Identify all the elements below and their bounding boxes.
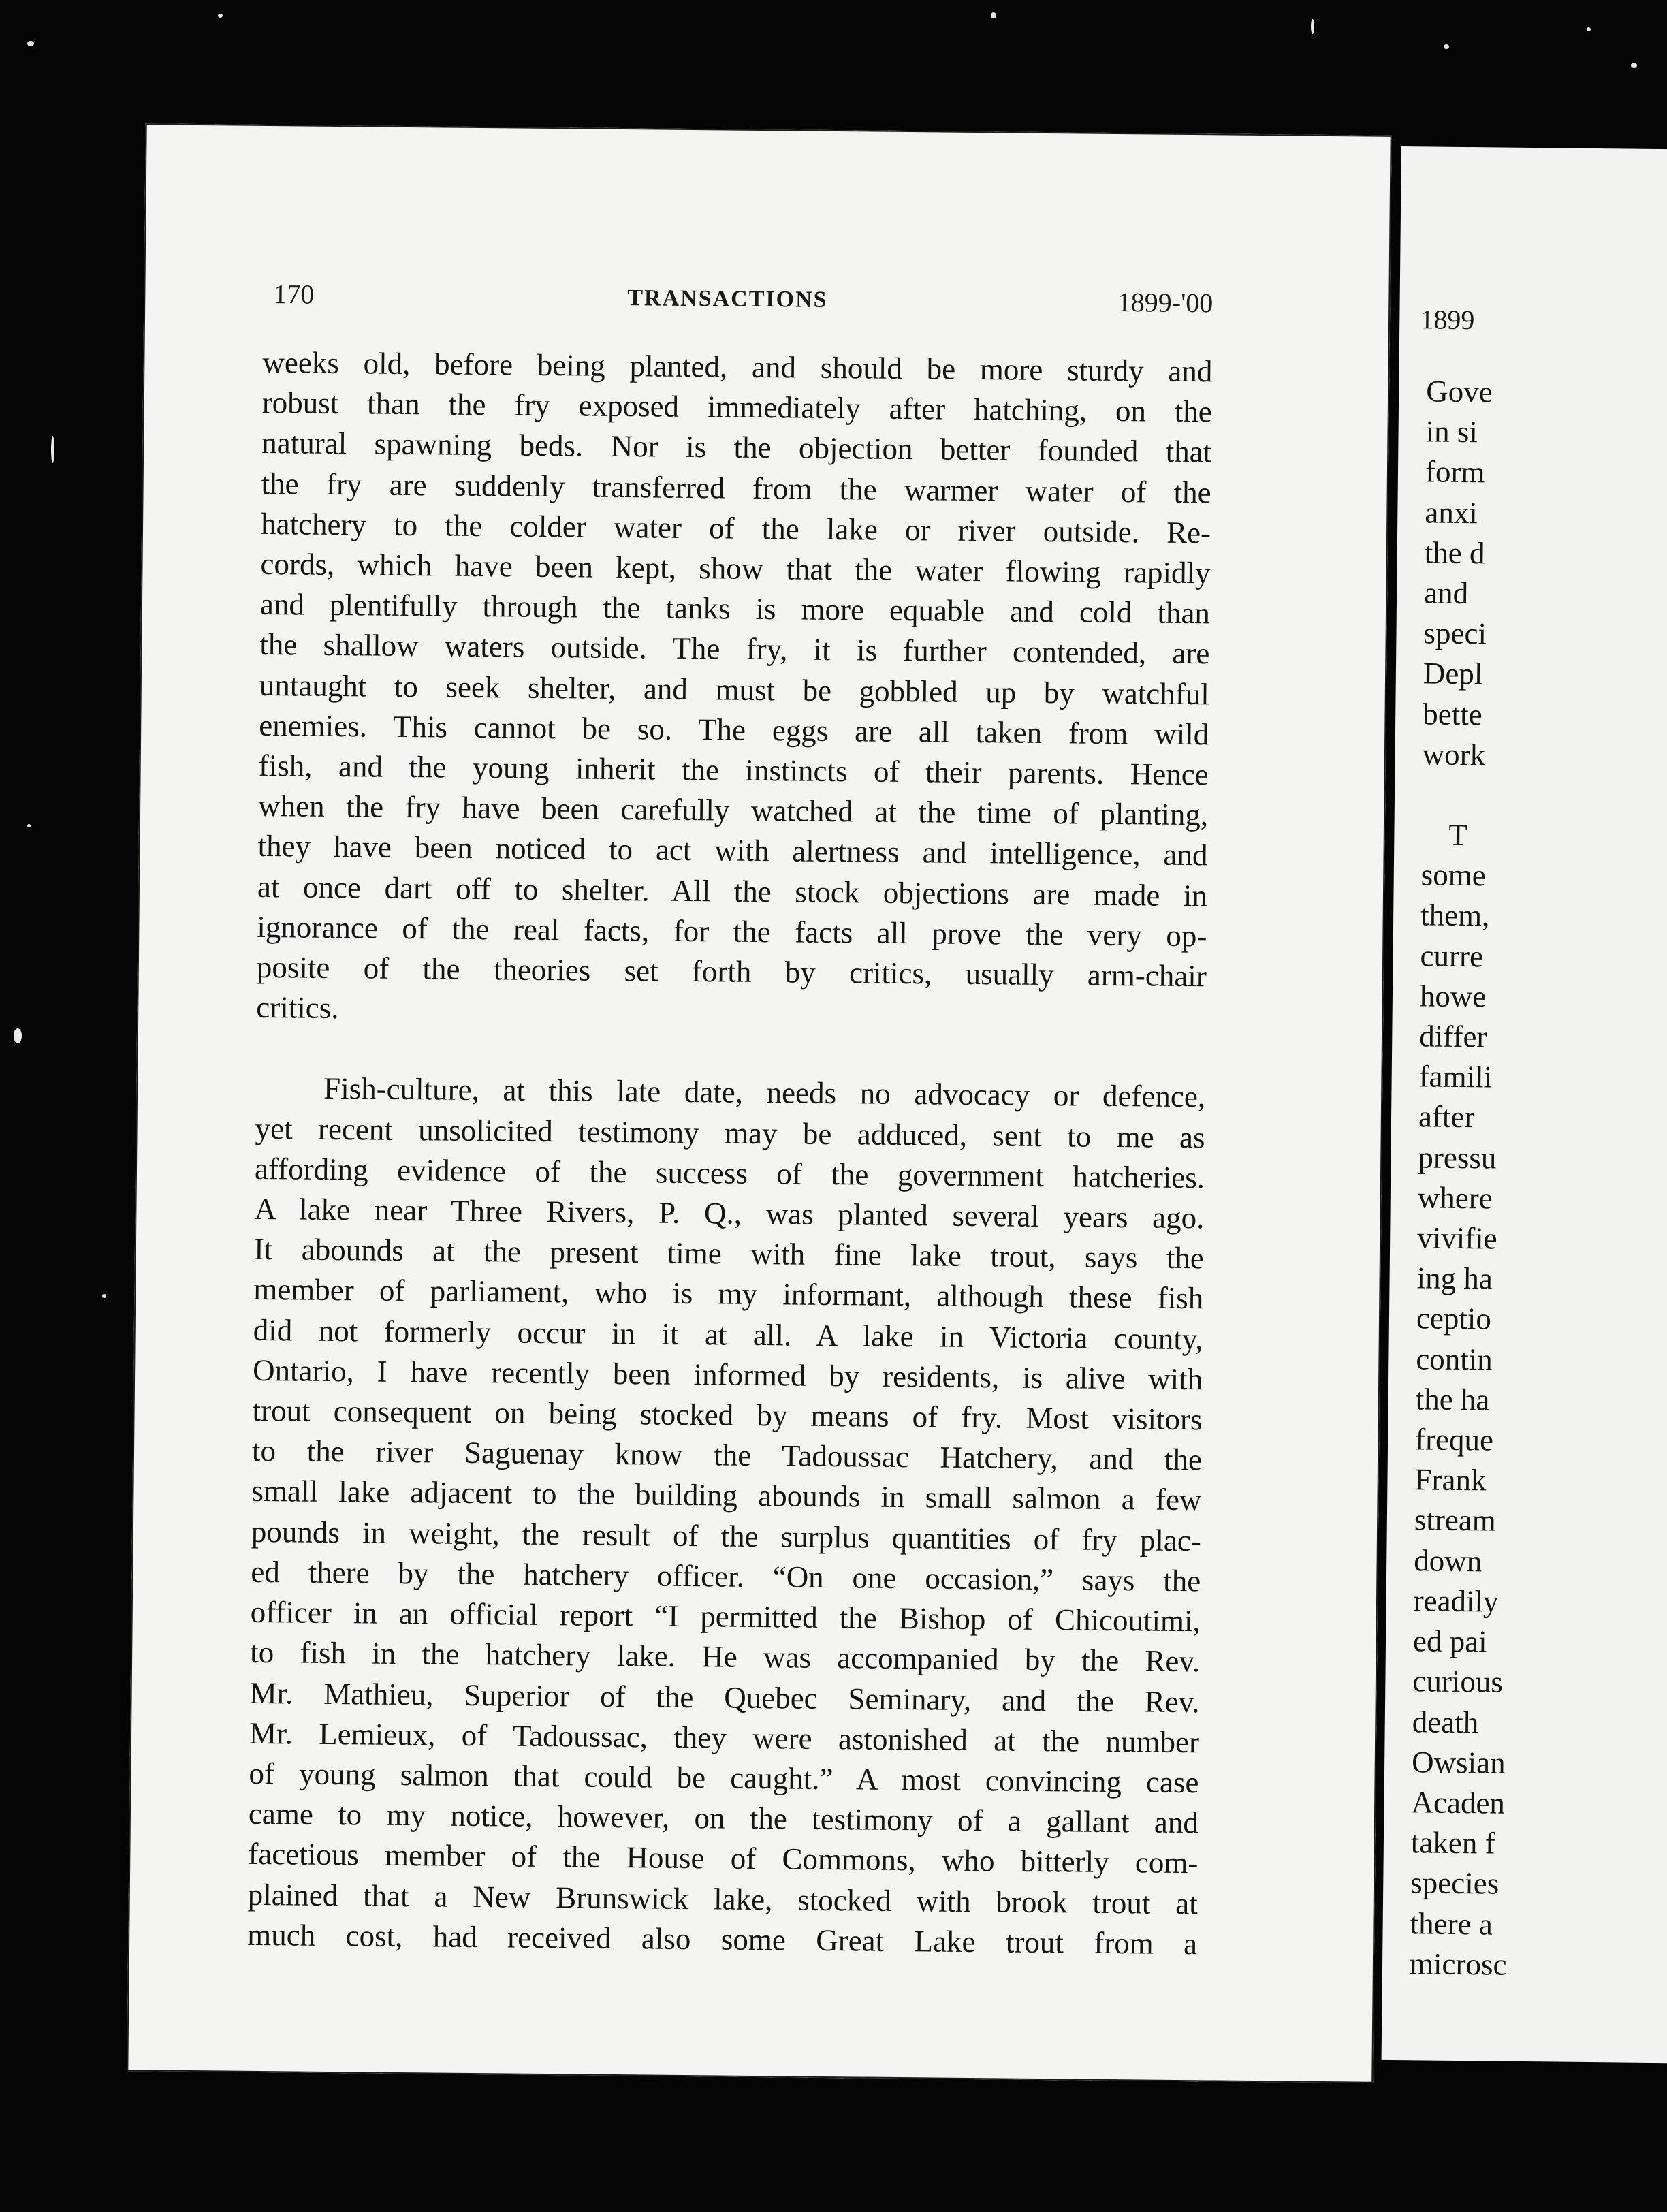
text-line: robust than the fry exposed immediately after hatching, on the bbox=[261, 385, 1213, 429]
text-line: bette bbox=[1423, 696, 1482, 731]
text-line: came to my notice, however, on the testimony of a gallant and bbox=[248, 1796, 1199, 1840]
text-line: to fish in the hatchery lake. He was accompanied by the Rev. bbox=[249, 1635, 1201, 1679]
text-line: curious bbox=[1412, 1664, 1504, 1699]
text-line: of young salmon that could be caught.” A most convincing case bbox=[249, 1756, 1199, 1800]
text-line: after bbox=[1418, 1099, 1475, 1135]
paragraph-2 bbox=[247, 1068, 1205, 1964]
text-line: where bbox=[1417, 1180, 1493, 1216]
body-text bbox=[247, 343, 1213, 1964]
text-line: plained that a New Brunswick lake, stocked with brook trout at bbox=[247, 1877, 1198, 1921]
right-page-text bbox=[1410, 371, 1523, 1985]
text-line: some bbox=[1420, 857, 1487, 893]
paragraph-1 bbox=[256, 343, 1213, 1037]
text-line: anxi bbox=[1425, 495, 1478, 530]
text-line: member of parliament, who is my informant, although these fish bbox=[253, 1272, 1204, 1316]
text-line: to the river Saguenay know the Tadoussac Hatchery, and the bbox=[251, 1434, 1203, 1477]
text-line: taken f bbox=[1410, 1825, 1495, 1861]
text-line: posite of the theories set forth by critics, usually arm-chair bbox=[256, 949, 1207, 994]
text-line: untaught to seek shelter, and must be gobbled up by watchful bbox=[259, 667, 1210, 711]
running-year: 1899-'00 bbox=[1117, 286, 1213, 319]
running-title: TRANSACTIONS bbox=[627, 285, 828, 313]
text-line: when the fry have been carefully watched at the time of planting, bbox=[257, 789, 1209, 832]
text-line: A lake near Three Rivers, P. Q., was planted several years ago. bbox=[254, 1191, 1205, 1235]
text-line: Acaden bbox=[1411, 1785, 1506, 1820]
text-line: the d bbox=[1424, 535, 1485, 571]
text-line: Gove bbox=[1425, 374, 1493, 409]
text-line: did not formerly occur in it at all. A lake in Victoria county, bbox=[253, 1312, 1203, 1356]
text-line: enemies. This cannot be so. The eggs are all taken from wild bbox=[259, 708, 1209, 752]
text-line: facetious member of the House of Commons, who bitterly com- bbox=[248, 1837, 1198, 1880]
text-line: the fry are suddenly transferred from the warmer water of the bbox=[261, 466, 1211, 509]
text-line: critics. bbox=[256, 990, 339, 1026]
text-line: there a bbox=[1410, 1906, 1493, 1942]
text-line: much cost, had received also some Great Lake trout from a bbox=[247, 1917, 1198, 1961]
text-line: they have been noticed to act with alertness and intelligence, and bbox=[257, 829, 1208, 872]
text-line: famili bbox=[1418, 1059, 1493, 1094]
text-line: ignorance of the real facts, for the facts all prove the very op- bbox=[257, 909, 1207, 953]
page-number: 170 bbox=[273, 279, 315, 310]
text-line: Frank bbox=[1414, 1462, 1487, 1498]
text-line: natural spawning beds. Nor is the objection better founded that bbox=[261, 426, 1212, 469]
text-line: freque bbox=[1414, 1422, 1494, 1457]
text-line: in si bbox=[1425, 414, 1478, 449]
text-line: pounds in weight, the result of the surplus quantities of fry plac- bbox=[251, 1514, 1202, 1558]
text-line: affording evidence of the success of the government hatcheries. bbox=[254, 1151, 1205, 1195]
text-line: the shallow waters outside. The fry, it is further contended, are bbox=[259, 627, 1210, 671]
text-line: readily bbox=[1413, 1583, 1499, 1619]
text-line: ing ha bbox=[1416, 1261, 1493, 1296]
text-line: and plentifully through the tanks is more equable and cold than bbox=[259, 587, 1211, 631]
text-line: species bbox=[1410, 1865, 1499, 1901]
text-line: weeks old, before being planted, and should be more sturdy and bbox=[262, 345, 1213, 389]
text-line: vivifie bbox=[1416, 1220, 1497, 1256]
text-line: curre bbox=[1420, 938, 1484, 973]
text-line: death bbox=[1412, 1704, 1479, 1739]
text-line: howe bbox=[1419, 979, 1487, 1014]
text-line: stream bbox=[1414, 1502, 1497, 1538]
left-page bbox=[127, 123, 1391, 2083]
text-line: work bbox=[1422, 737, 1486, 772]
text-line: form bbox=[1425, 454, 1485, 490]
text-line: and bbox=[1423, 575, 1469, 611]
running-head bbox=[273, 278, 1213, 328]
text-line: It abounds at the present time with fine lake trout, says the bbox=[253, 1232, 1205, 1276]
text-line: ceptio bbox=[1416, 1301, 1492, 1336]
text-line: contin bbox=[1416, 1341, 1493, 1377]
text-line: small lake adjacent to the building abounds in small salmon a few bbox=[251, 1474, 1202, 1517]
text-line: ed there by the hatchery officer. “On one occasion,” says the bbox=[251, 1554, 1201, 1598]
right-page-number-fragment: 1899 bbox=[1420, 304, 1475, 336]
text-line: fish, and the young inherit the instincts of their parents. Hence bbox=[258, 748, 1209, 792]
text-line: pressu bbox=[1418, 1139, 1497, 1175]
text-line: Owsian bbox=[1411, 1744, 1506, 1780]
text-line: differ bbox=[1419, 1019, 1487, 1054]
right-page bbox=[1382, 146, 1667, 2063]
text-line: Fish-culture, at this late date, needs no advocacy or defence, bbox=[323, 1071, 1206, 1114]
text-line: T bbox=[1448, 817, 1468, 853]
text-line: microsc bbox=[1409, 1946, 1507, 1982]
text-line: at once dart off to shelter. All the stock objections are made in bbox=[257, 869, 1208, 913]
text-line: trout consequent on being stocked by means of fry. Most visitors bbox=[252, 1393, 1203, 1437]
text-line: Depl bbox=[1423, 656, 1483, 691]
text-line: hatchery to the colder water of the lake or river outside. Re- bbox=[260, 506, 1211, 550]
text-line: ed pai bbox=[1412, 1624, 1487, 1659]
text-line: Ontario, I have recently been informed by residents, is alive with bbox=[252, 1353, 1203, 1397]
text-line: officer in an official report “I permitted the Bishop of Chicoutimi, bbox=[250, 1594, 1201, 1639]
text-line: cords, which have been kept, show that the water flowing rapidly bbox=[260, 546, 1211, 590]
text-line: Mr. Mathieu, Superior of the Quebec Seminary, and the Rev. bbox=[249, 1675, 1200, 1719]
text-line: yet recent unsolicited testimony may be adduced, sent to me as bbox=[255, 1111, 1205, 1154]
text-line: down bbox=[1413, 1543, 1482, 1579]
text-line: them, bbox=[1420, 898, 1490, 933]
text-line: speci bbox=[1423, 616, 1487, 651]
text-line: Mr. Lemieux, of Tadoussac, they were astonished at the number bbox=[249, 1716, 1200, 1759]
text-line: the ha bbox=[1415, 1382, 1490, 1417]
